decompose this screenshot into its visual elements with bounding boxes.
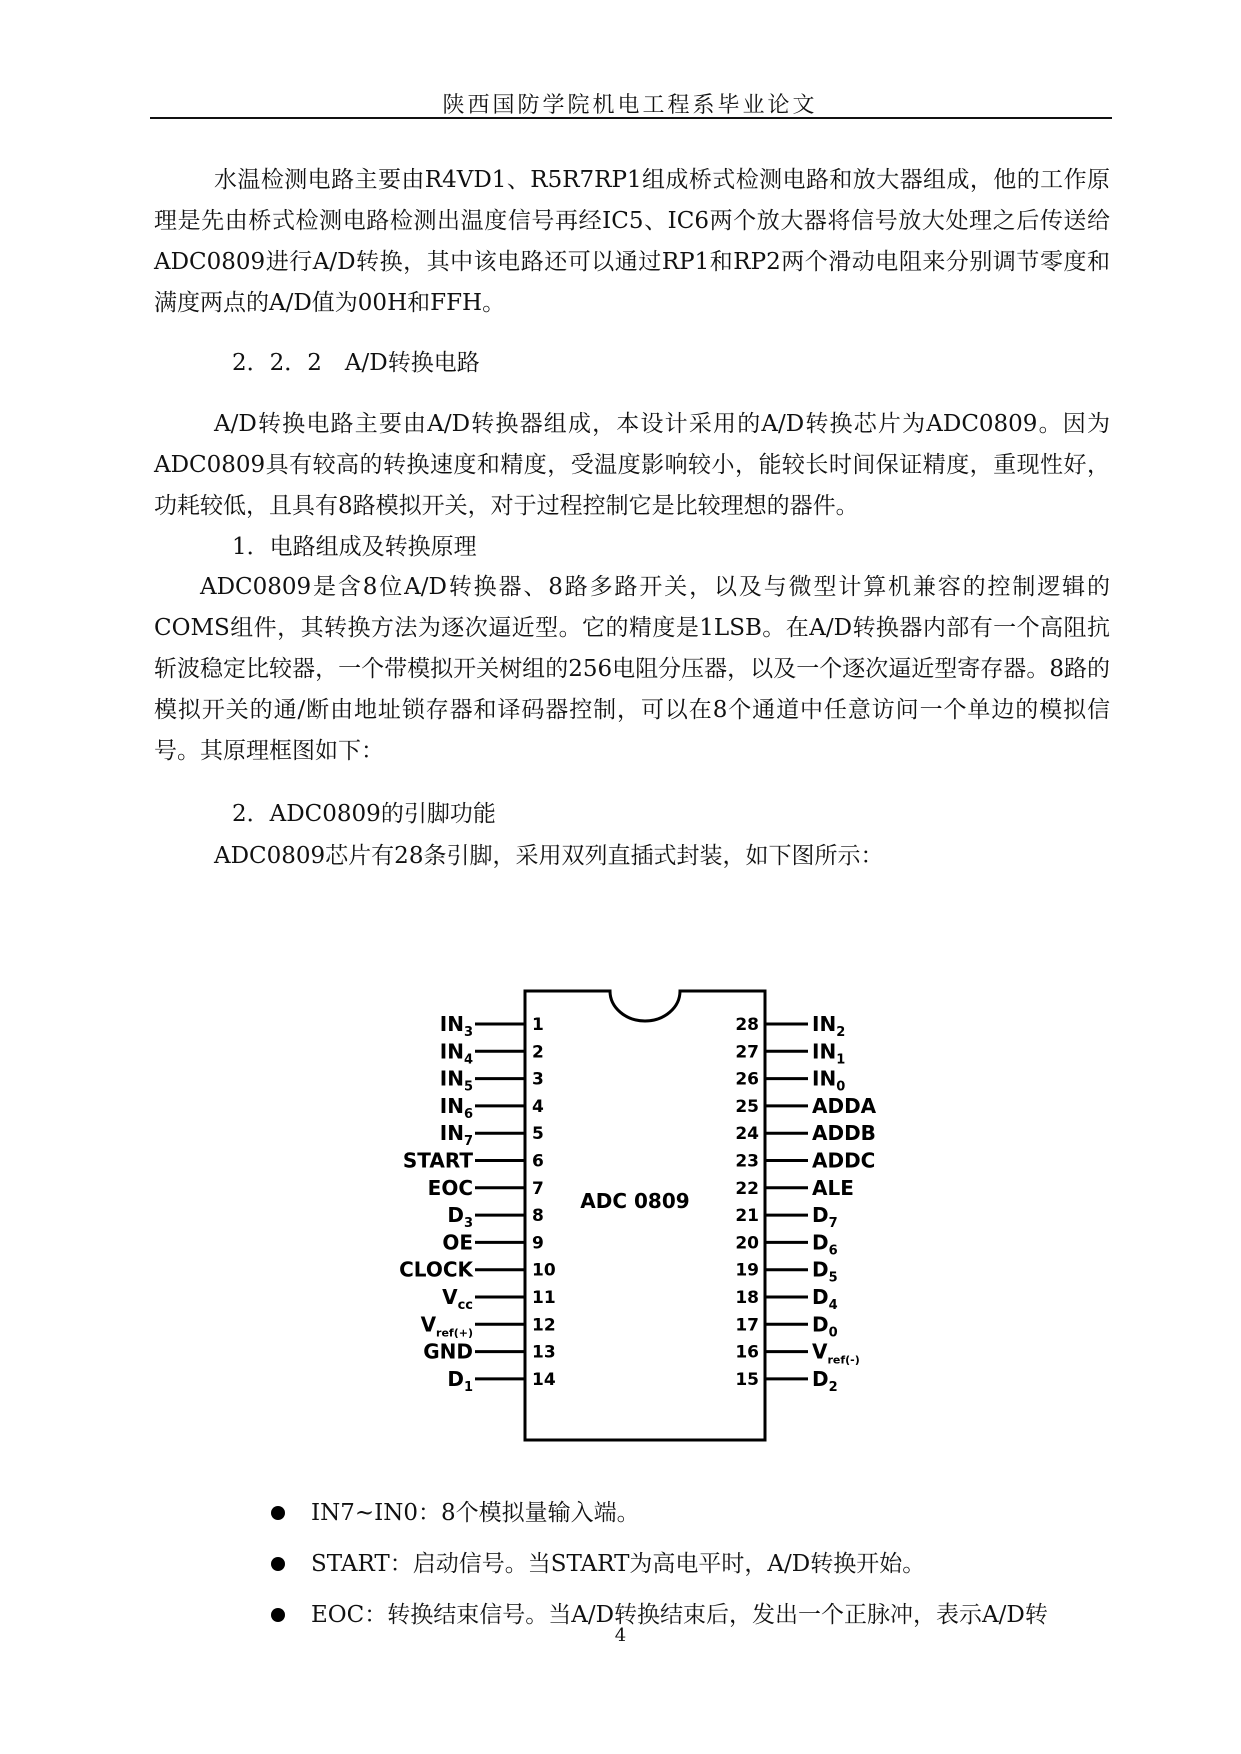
pin-label: $IN_3$ — [439, 1012, 473, 1040]
pin-label: ADDC — [812, 1148, 876, 1173]
bullet-dot-icon — [271, 1608, 285, 1622]
pin-number: 28 — [735, 1015, 759, 1035]
pin-label: GND — [423, 1339, 473, 1364]
pin-label: $D_1$ — [447, 1366, 473, 1395]
paragraph-water-temp-circuit: 水温检测电路主要由R4VD1、R5R7RP1组成桥式检测电路和放大器组成，他的工作原理是先由桥式检测电路检测出温度信号再经IC5、IC6两个放大器将信号放大处理之后传送给ADC0809进行A/D转换，其中该电路还可以通过RP1和RP2两个滑动电阻来分别调节零度和满度两点的A/D值为00H和FFH。 — [154, 167, 1110, 316]
paragraph-pin-intro: ADC0809芯片有28条引脚，采用双列直插式封装，如下图所示： — [214, 843, 884, 869]
pin-label: CLOCK — [399, 1257, 473, 1282]
pin-label: ADDB — [812, 1121, 876, 1146]
pin-label: $D_2$ — [812, 1366, 838, 1395]
pin-label: $IN_1$ — [812, 1039, 846, 1068]
pin-label: $D_4$ — [812, 1285, 838, 1313]
pin-number: 7 — [532, 1178, 544, 1199]
pin-number: 10 — [532, 1260, 556, 1281]
paragraph-adc0809-description: ADC0809是含8位A/D转换器、8路多路开关，以及与微型计算机兼容的控制逻辑的COMS组件，其转换方法为逐次逼近型。它的精度是1LSB。在A/D转换器内部有一个高阻抗斩波稳定比较器，一个带模拟开关树组的256电阻分压器，以及一个逐次逼近型寄存器。8路的模拟开关的通/断由地址锁存器和译码器控制，可以在8个通道中任意访问一个单边的模拟信号。其原理框图如下： — [154, 574, 1110, 764]
pin-label: $IN_4$ — [439, 1039, 473, 1068]
chip-body — [525, 991, 765, 1440]
pin-number: 8 — [532, 1206, 544, 1227]
pin-label: $D_5$ — [812, 1257, 838, 1286]
header-rule — [150, 117, 1112, 119]
pin-number: 20 — [735, 1233, 759, 1254]
page-header: 陕西国防学院机电工程系毕业论文 — [442, 93, 818, 118]
pin-number: 25 — [735, 1096, 759, 1117]
pin-number: 27 — [735, 1042, 759, 1063]
pin-label: START — [402, 1148, 473, 1173]
pin-label: $IN_2$ — [812, 1012, 846, 1040]
pin-number: 18 — [735, 1288, 759, 1308]
paragraph-ad-circuit: A/D转换电路主要由A/D转换器组成，本设计采用的A/D转换芯片为ADC0809。因为ADC0809具有较高的转换速度和精度，受温度影响较小，能较长时间保证精度，重现性好，功耗较低，且具有8路模拟开关，对于过程控制它是比较理想的器件。 — [154, 411, 1110, 519]
bullet-dot-icon — [271, 1557, 285, 1571]
subheading-pin-function: 2．ADC0809的引脚功能 — [232, 801, 496, 827]
pin-label: EOC — [427, 1175, 473, 1200]
pin-number: 19 — [735, 1260, 759, 1281]
pin-label: $D_7$ — [812, 1203, 838, 1232]
pin-description-list — [265, 1488, 1115, 1641]
pin-number: 11 — [532, 1288, 556, 1308]
pin-number: 24 — [735, 1124, 759, 1145]
pin-number: 2 — [532, 1042, 544, 1063]
pin-number: 21 — [735, 1206, 759, 1227]
pin-label: $V_{ref(-)}$ — [812, 1339, 860, 1367]
chip-name: ADC 0809 — [580, 1189, 690, 1213]
pin-number: 23 — [735, 1151, 759, 1172]
page-number: 4 — [614, 1625, 627, 1646]
pin-number: 16 — [735, 1342, 759, 1363]
bullet-dot-icon — [271, 1506, 285, 1520]
pin-label: ADDA — [812, 1093, 877, 1118]
subheading-composition: 1．电路组成及转换原理 — [232, 534, 477, 560]
pin-label: $IN_6$ — [439, 1093, 473, 1122]
pin-label: $V_{ref(+)}$ — [420, 1312, 473, 1340]
pin-label: $V_{cc}$ — [442, 1285, 473, 1313]
pin-label: $D_6$ — [812, 1230, 838, 1259]
adc0809-pinout-diagram — [380, 980, 880, 1460]
pin-number: 13 — [532, 1342, 556, 1363]
list-item: IN7~IN0：8个模拟量输入端。 — [265, 1488, 1115, 1539]
pin-number: 6 — [532, 1151, 544, 1172]
pin-label: OE — [442, 1230, 473, 1255]
pin-number: 12 — [532, 1315, 556, 1336]
pin-label: $D_0$ — [812, 1312, 838, 1341]
pin-number: 4 — [532, 1096, 544, 1117]
pin-number: 22 — [735, 1178, 759, 1199]
pin-number: 26 — [735, 1069, 759, 1090]
pin-number: 3 — [532, 1069, 544, 1090]
pin-number: 17 — [735, 1315, 759, 1336]
list-item: START：启动信号。当START为高电平时，A/D转换开始。 — [265, 1539, 1115, 1590]
pin-number: 14 — [532, 1369, 556, 1390]
section-heading-ad-circuit: 2．2．2 A/D转换电路 — [232, 350, 480, 376]
pin-number: 1 — [532, 1015, 544, 1035]
pin-number: 15 — [735, 1369, 759, 1390]
pin-number: 9 — [532, 1233, 544, 1254]
pin-label: $IN_5$ — [439, 1066, 473, 1095]
pin-label: ALE — [812, 1175, 854, 1200]
pin-label: $D_3$ — [447, 1203, 473, 1232]
pin-label: $IN_0$ — [812, 1066, 846, 1095]
pin-label: $IN_7$ — [439, 1121, 473, 1150]
list-item: EOC：转换结束信号。当A/D转换结束后，发出一个正脉冲，表示A/D转 — [265, 1590, 1115, 1641]
pin-number: 5 — [532, 1124, 544, 1145]
